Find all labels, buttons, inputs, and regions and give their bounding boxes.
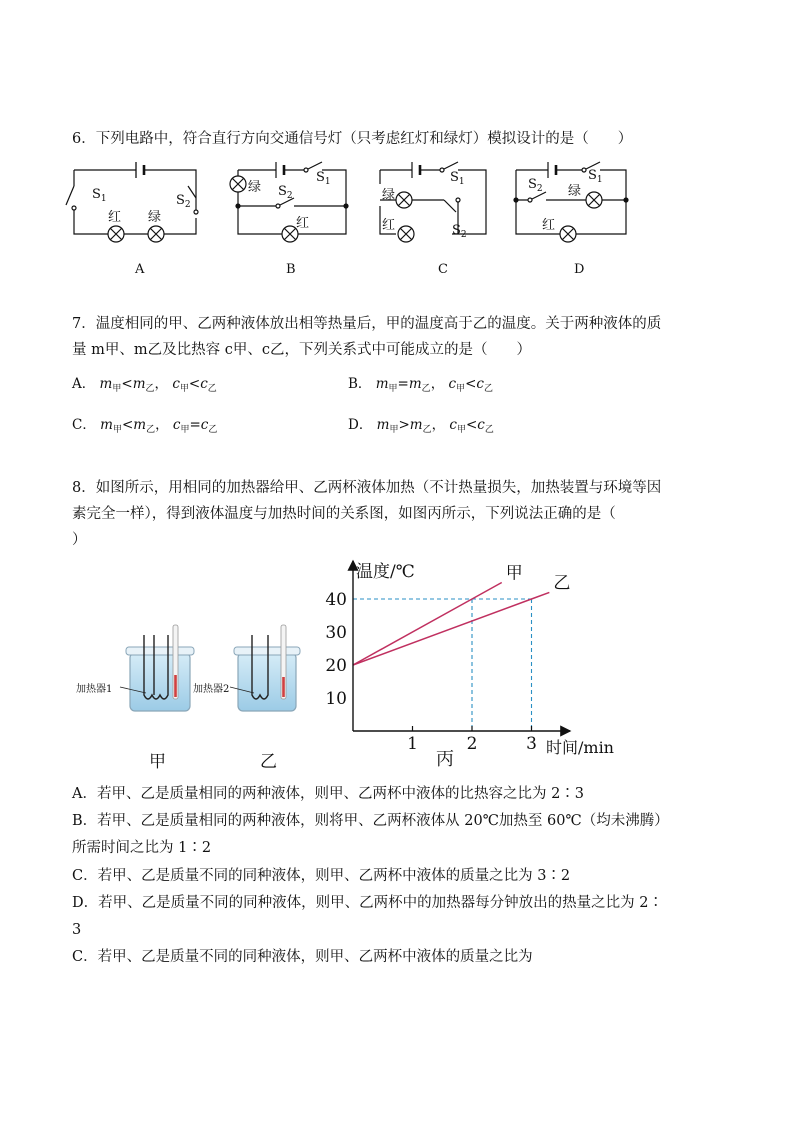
heater-1-label: 加热器1 <box>76 684 113 695</box>
label-red-b: 红 <box>296 216 310 231</box>
lamp-red-d <box>560 226 576 242</box>
label-green-a: 绿 <box>148 210 162 225</box>
label-s2-d: $S_2$ <box>528 177 543 194</box>
q8-option-b: B．若甲、乙是质量相同的两种液体，则将甲、乙两杯液体从 20℃加热至 60℃（均未沸腾） <box>72 813 669 829</box>
circuit-label-a: A <box>135 262 145 277</box>
beaker-figure <box>70 615 310 725</box>
lamp-red-c <box>398 226 414 242</box>
lamp-green-a <box>148 226 164 242</box>
label-s1-c: $S_1$ <box>450 170 465 187</box>
circuit-d <box>514 162 628 242</box>
series-line-jia <box>353 583 502 666</box>
y-tick-label: 10 <box>325 689 347 709</box>
lamp-green-b <box>230 176 246 192</box>
q7-option-b: B． $m_甲=m_乙$， $c_甲<c_乙$ <box>348 376 493 394</box>
label-s1-d: $S_1$ <box>588 168 603 185</box>
q7-option-d: D． $m_甲>m_乙$， $c_甲<c_乙$ <box>348 417 494 435</box>
label-green-c: 绿 <box>382 188 396 203</box>
q7-stem-line2: 量 m甲、m乙及比热容 c甲、c乙，下列关系式中可能成立的是（ ） <box>72 342 531 358</box>
q8-option-a: A．若甲、乙是质量相同的两种液体，则甲、乙两杯中液体的比热容之比为 2∶3 <box>72 786 585 802</box>
label-red-d: 红 <box>542 218 556 233</box>
y-tick-label: 40 <box>325 590 347 610</box>
label-s2-a: $S_2$ <box>176 193 191 210</box>
chart-caption: 丙 <box>436 749 454 770</box>
beaker-jia <box>120 625 194 711</box>
y-axis-label: 温度/℃ <box>356 562 415 582</box>
label-s2-c: $S_2$ <box>452 223 467 240</box>
x-tick-label: 2 <box>466 734 478 754</box>
series-label-yi: 乙 <box>553 573 571 594</box>
label-s1-b: $S_1$ <box>316 170 331 187</box>
label-red-a: 红 <box>108 210 122 225</box>
label-green-b: 绿 <box>248 180 262 195</box>
series-label-jia: 甲 <box>505 563 523 584</box>
q8-stem-line2: 素完全一样），得到液体温度与加热时间的关系图，如图丙所示，下列说法正确的是（ <box>72 506 616 522</box>
circuit-label-d: D <box>574 262 585 277</box>
q8-option-d-cont: 3 <box>72 922 82 938</box>
label-s1-a: $S_1$ <box>92 187 107 204</box>
label-s2-b: $S_2$ <box>278 184 293 201</box>
q8-option-c: C．若甲、乙是质量不同的同种液体，则甲、乙两杯中液体的质量之比为 3∶2 <box>72 868 571 884</box>
x-tick-label: 1 <box>407 734 418 754</box>
q8-option-d: D．若甲、乙是质量不同的同种液体，则甲、乙两杯中的加热器每分钟放出的热量之比为 2∶ <box>72 895 663 911</box>
beaker-yi <box>230 625 300 711</box>
x-axis-label: 时间/min <box>546 738 614 757</box>
circuit-label-b: B <box>286 262 296 277</box>
q8-option-b-cont: 所需时间之比为 1∶2 <box>72 840 212 856</box>
heater-2-label: 加热器2 <box>193 684 230 695</box>
label-green-d: 绿 <box>568 184 582 199</box>
circuit-c <box>380 162 486 242</box>
temperature-time-chart <box>320 555 630 770</box>
series-line-yi <box>353 592 549 665</box>
q7-option-c: C． $m_甲<m_乙$， $c_甲=c_乙$ <box>72 417 218 435</box>
q6-stem: 6．下列电路中，符合直行方向交通信号灯（只考虑红灯和绿灯）模拟设计的是（ ） <box>72 131 633 147</box>
lamp-red-a <box>108 226 124 242</box>
lamp-green-d <box>586 192 602 208</box>
y-tick-label: 30 <box>325 623 347 643</box>
q8-option-c-repeat: C．若甲、乙是质量不同的同种液体，则甲、乙两杯中液体的质量之比为 <box>72 949 533 965</box>
q7-stem-line1: 7．温度相同的甲、乙两种液体放出相等热量后，甲的温度高于乙的温度。关于两种液体的质 <box>72 316 662 332</box>
q8-stem-line1: 8．如图所示，用相同的加热器给甲、乙两杯液体加热（不计热量损失，加热装置与环境等因 <box>72 480 662 496</box>
circuit-label-c: C <box>438 262 448 277</box>
beaker-yi-label: 乙 <box>260 752 277 772</box>
q7-option-a: A． $m_甲<m_乙$， $c_甲<c_乙$ <box>72 376 217 394</box>
y-tick-label: 20 <box>325 656 347 676</box>
q8-stem-line3: ） <box>72 532 87 548</box>
x-tick-label: 3 <box>526 734 537 754</box>
label-red-c: 红 <box>382 218 396 233</box>
lamp-green-c <box>396 192 412 208</box>
beaker-jia-label: 甲 <box>149 752 166 772</box>
